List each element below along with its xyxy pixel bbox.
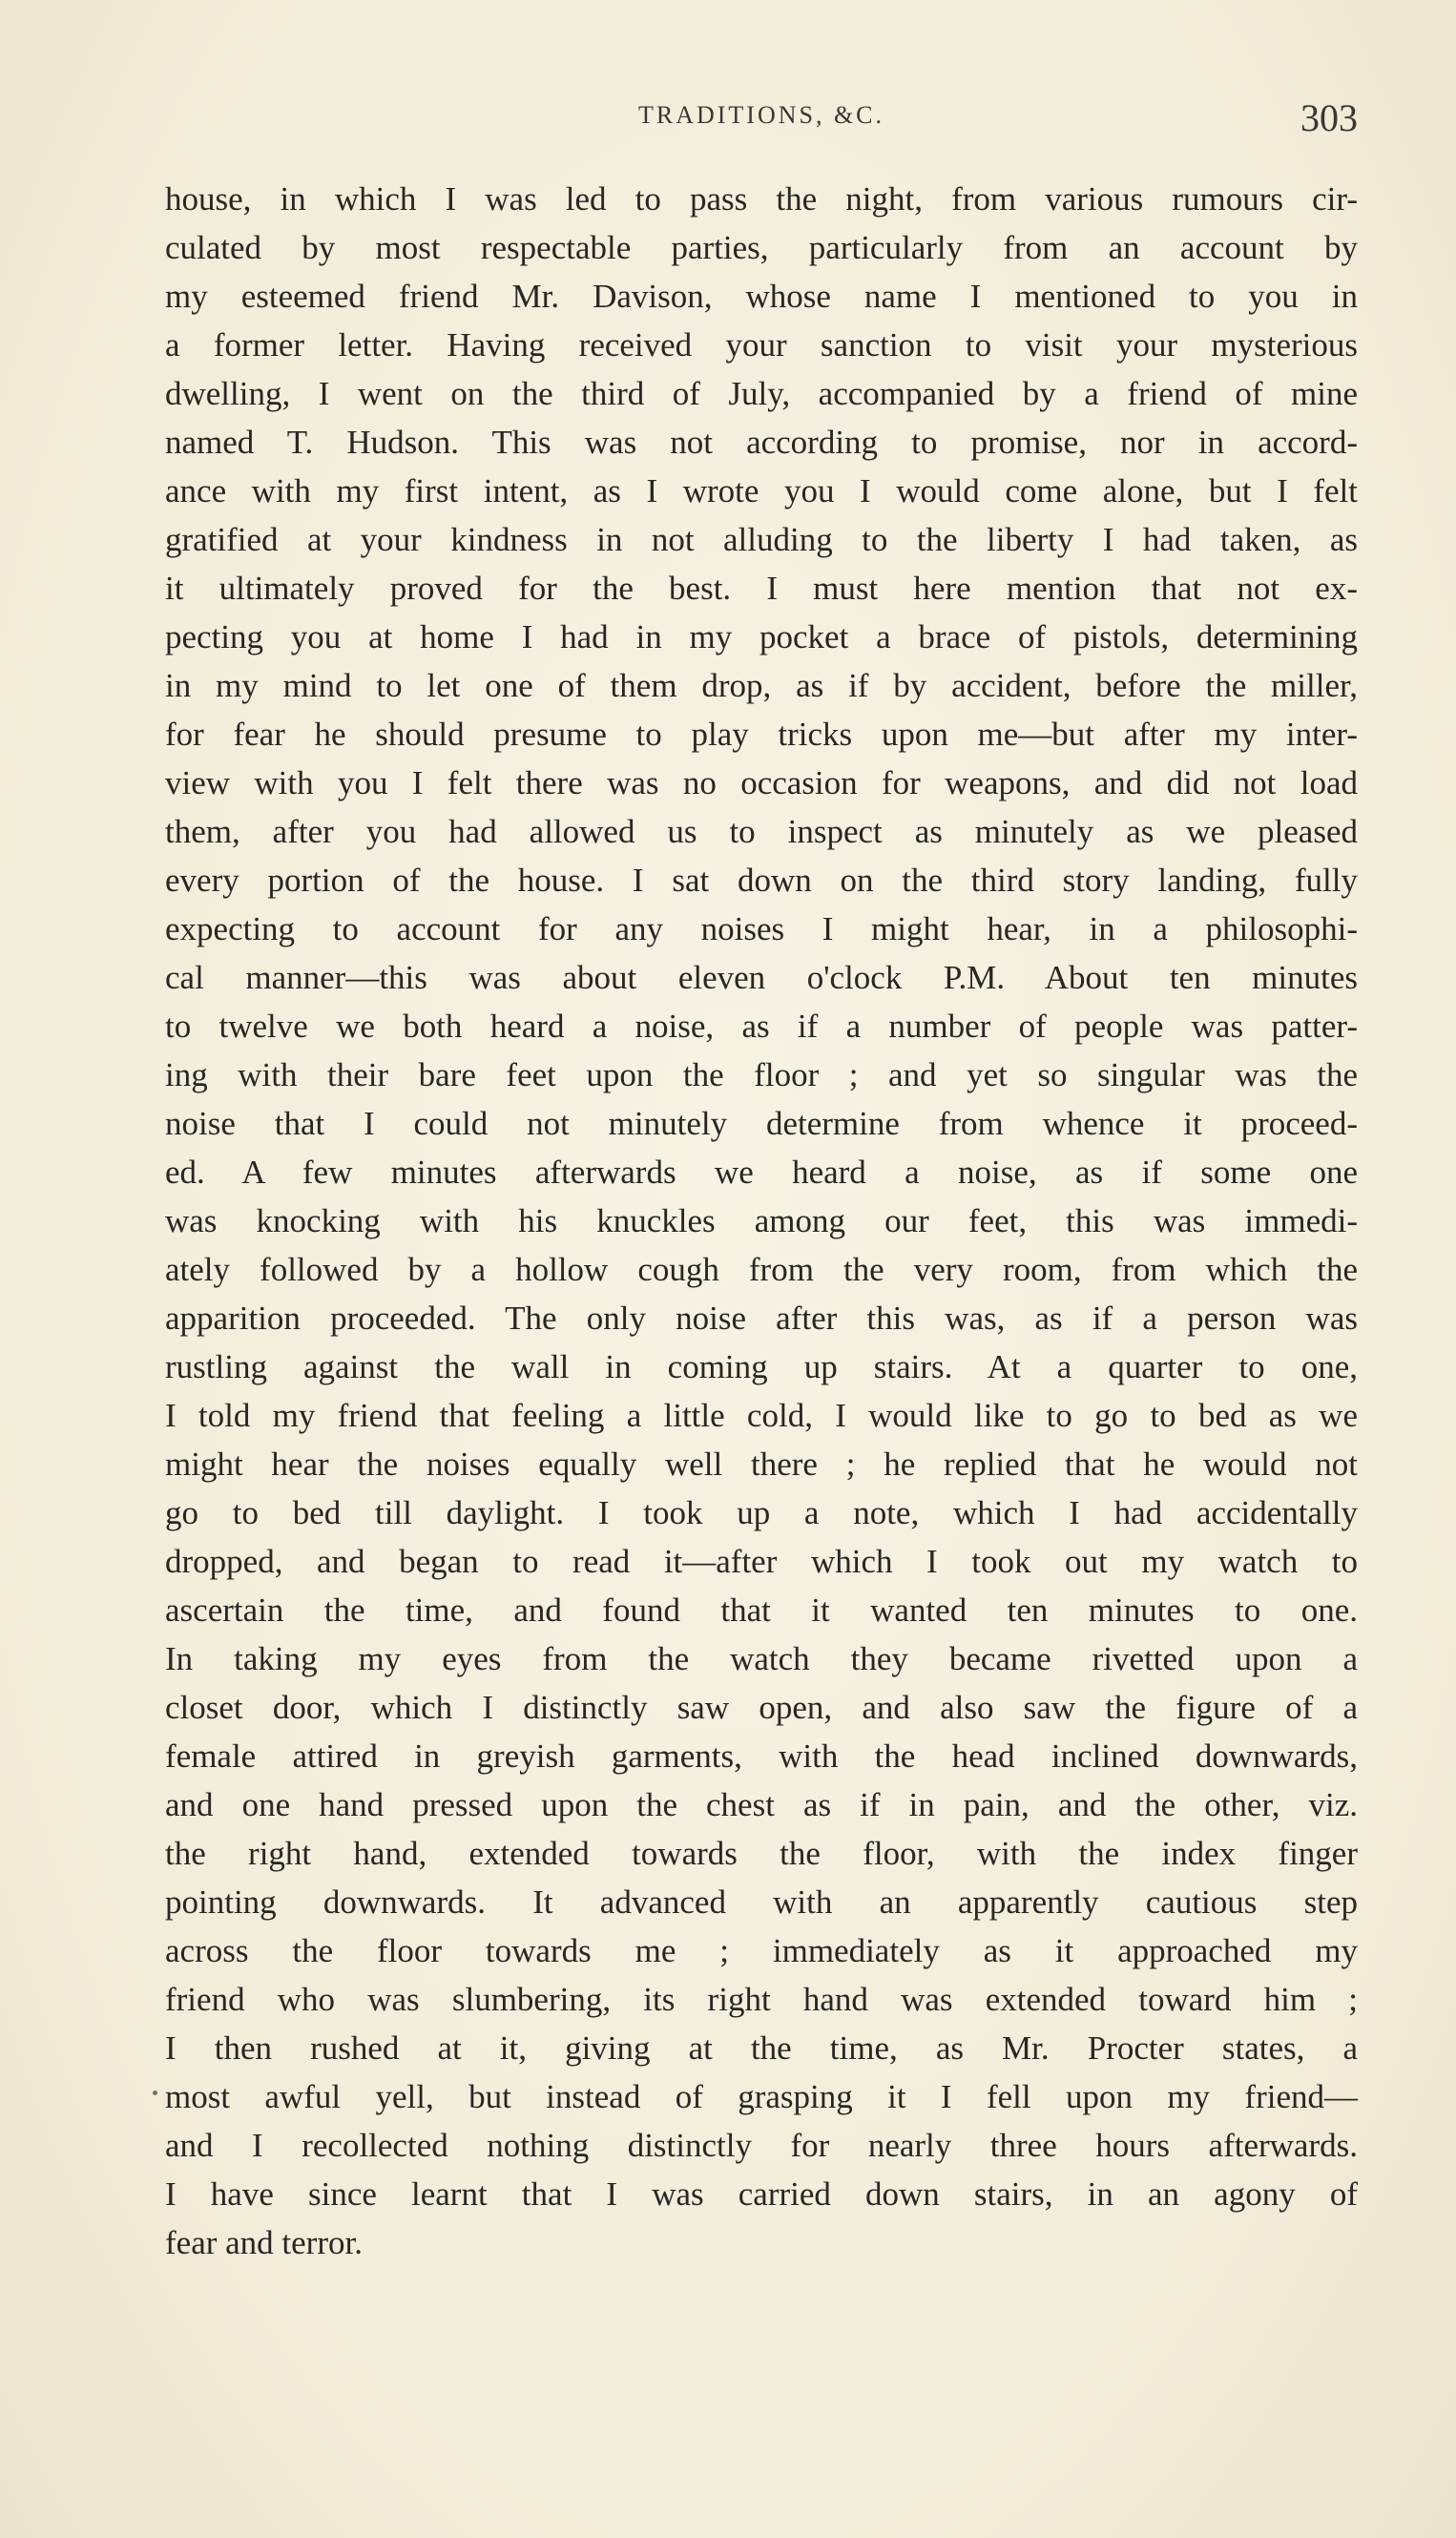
text-line: and I recollected nothing distinctly for nearly three hours afterwards. bbox=[165, 2127, 1358, 2164]
text-line: to twelve we both heard a noise, as if a number of people was patter- bbox=[165, 1008, 1358, 1045]
text-line: ed. A few minutes afterwards we heard a noise, as if some one bbox=[165, 1154, 1358, 1191]
text-line: fear and terror. bbox=[165, 2224, 363, 2261]
text-line: in my mind to let one of them drop, as if by accident, before the miller, bbox=[165, 667, 1358, 704]
text-line: named T. Hudson. This was not according to promise, nor in accord- bbox=[165, 424, 1358, 461]
text-line: might hear the noises equally well there ; he replied that he would not bbox=[165, 1446, 1358, 1483]
text-line: my esteemed friend Mr. Davison, whose name I mentioned to you in bbox=[165, 278, 1358, 315]
text-line: apparition proceeded. The only noise after this was, as if a person was bbox=[165, 1300, 1358, 1337]
text-line: ately followed by a hollow cough from the very room, from which the bbox=[165, 1251, 1358, 1288]
text-line: expecting to account for any noises I might hear, in a philosophi- bbox=[165, 910, 1358, 947]
text-line: the right hand, extended towards the floor, with the index finger bbox=[165, 1835, 1358, 1872]
text-line: go to bed till daylight. I took up a note, which I had accidentally bbox=[165, 1494, 1358, 1531]
text-line: view with you I felt there was no occasion for weapons, and did not load bbox=[165, 764, 1358, 801]
text-line: rustling against the wall in coming up stairs. At a quarter to one, bbox=[165, 1348, 1358, 1385]
text-line: them, after you had allowed us to inspect as minutely as we pleased bbox=[165, 813, 1358, 850]
text-line: female attired in greyish garments, with the head inclined downwards, bbox=[165, 1737, 1358, 1775]
text-line: pecting you at home I had in my pocket a brace of pistols, determining bbox=[165, 618, 1358, 655]
text-line: dwelling, I went on the third of July, accompanied by a friend of mine bbox=[165, 375, 1358, 412]
text-line: most awful yell, but instead of grasping it I fell upon my friend— bbox=[165, 2078, 1358, 2115]
text-line: dropped, and began to read it—after which I took out my watch to bbox=[165, 1543, 1358, 1580]
text-line: it ultimately proved for the best. I must here mention that not ex- bbox=[165, 570, 1358, 607]
text-line: a former letter. Having received your sanction to visit your mysterious bbox=[165, 326, 1358, 364]
text-line: ing with their bare feet upon the floor ; and yet so singular was the bbox=[165, 1056, 1358, 1093]
text-line: every portion of the house. I sat down on the third story landing, fully bbox=[165, 862, 1358, 899]
page-number: 303 bbox=[1300, 96, 1358, 139]
text-line: and one hand pressed upon the chest as if in pain, and the other, viz. bbox=[165, 1786, 1358, 1823]
text-line: ascertain the time, and found that it wanted ten minutes to one. bbox=[165, 1591, 1358, 1629]
text-line: cal manner—this was about eleven o'clock P.M. About ten minutes bbox=[165, 959, 1358, 996]
text-line: closet door, which I distinctly saw open, and also saw the figure of a bbox=[165, 1689, 1358, 1726]
text-line: In taking my eyes from the watch they became rivetted upon a bbox=[165, 1640, 1358, 1677]
text-line: I have since learnt that I was carried down stairs, in an agony of bbox=[165, 2175, 1358, 2213]
text-line: pointing downwards. It advanced with an apparently cautious step bbox=[165, 1883, 1358, 1921]
text-line: friend who was slumbering, its right hand was extended toward him ; bbox=[165, 1981, 1358, 2018]
text-line: culated by most respectable parties, particularly from an account by bbox=[165, 229, 1358, 266]
body-text bbox=[165, 175, 1358, 2267]
running-title: TRADITIONS, &C. bbox=[637, 101, 885, 129]
text-line: I told my friend that feeling a little cold, I would like to go to bed as we bbox=[165, 1397, 1358, 1434]
text-line: was knocking with his knuckles among our feet, this was immedi- bbox=[165, 1202, 1358, 1239]
text-line: noise that I could not minutely determine from whence it proceed- bbox=[165, 1105, 1358, 1142]
text-line: house, in which I was led to pass the night, from various rumours cir- bbox=[165, 180, 1358, 218]
text-line: for fear he should presume to play tricks upon me—but after my inter- bbox=[165, 716, 1358, 753]
text-line: across the floor towards me ; immediately as it approached my bbox=[165, 1932, 1358, 1969]
text-line: ance with my first intent, as I wrote you I would come alone, but I felt bbox=[165, 472, 1358, 510]
ink-speck bbox=[153, 2091, 157, 2095]
text-line: I then rushed at it, giving at the time, as Mr. Procter states, a bbox=[165, 2029, 1358, 2067]
running-header bbox=[165, 95, 1358, 143]
text-line: gratified at your kindness in not alluding to the liberty I had taken, as bbox=[165, 521, 1358, 558]
